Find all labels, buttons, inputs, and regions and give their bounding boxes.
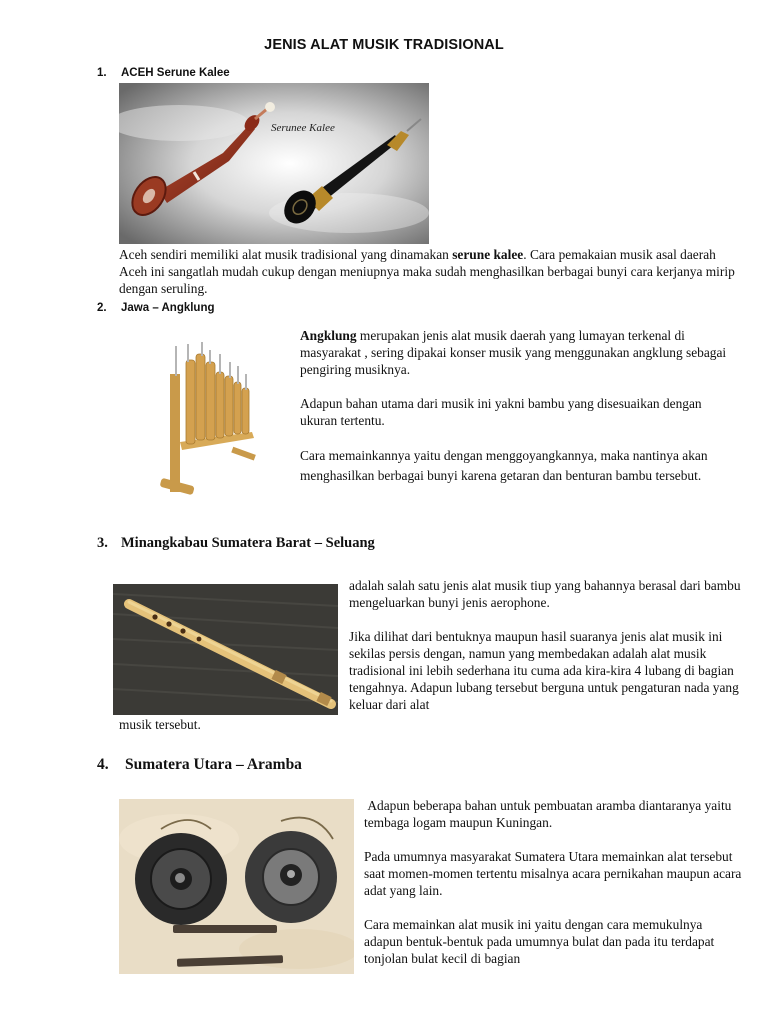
section-title: Sumatera Utara – Aramba <box>125 756 302 773</box>
serune-kalee-description: Aceh sendiri memiliki alat musik tradisional yang dinamakan serune kalee. Cara pemakaian musik asal daerah Aceh ini sangatlah mudah cukup dengan meniupnya maka sudah menghasilkan berbagai bunyi cara kerjanya mirip dengan seruling. <box>119 247 735 296</box>
document-title: JENIS ALAT MUSIK TRADISIONAL <box>264 37 504 53</box>
section-3-heading <box>97 535 375 552</box>
section-4-heading <box>97 756 302 774</box>
seluang-image <box>113 584 338 715</box>
section-number: 3. <box>97 535 108 551</box>
section-title: Jawa – Angklung <box>121 302 215 314</box>
angklung-image <box>112 332 288 508</box>
section-number: 2. <box>97 302 107 314</box>
section-number: 4. <box>97 756 109 773</box>
section-2-heading <box>97 302 215 314</box>
section-title: Minangkabau Sumatera Barat – Seluang <box>121 535 375 551</box>
seluang-paragraph-continued: musik tersebut. <box>119 717 201 732</box>
section-1-heading <box>97 67 230 79</box>
aramba-paragraph-3: Cara memainkan alat musik ini yaitu dengan cara memukulnya adapun bentuk-bentuk pada umumnya bulat dan pada itu terdapat tonjolan bulat kecil di bagian <box>364 917 715 966</box>
aramba-text <box>364 797 744 967</box>
angklung-paragraph-1: Angklung merupakan jenis alat musik daerah yang lumayan terkenal di masyarakat , sering dipakai konser musik yang menggunakan angklung sebagai pengiring musiknya. <box>300 328 727 377</box>
aramba-paragraph-2: Pada umumnya masyarakat Sumatera Utara memainkan alat tersebut saat momen-momen tertentu misalnya acara pernikahan maupun acara adat yang lain. <box>364 849 742 898</box>
angklung-text <box>300 327 740 486</box>
section-title: ACEH Serune Kalee <box>121 67 230 79</box>
serune-kalee-image <box>119 83 429 244</box>
image-caption: Serunee Kalee <box>271 122 335 134</box>
seluang-paragraph-2: Jika dilihat dari bentuknya maupun hasil suaranya jenis alat musik ini sekilas persis dengan, namun yang membedakan adalah alat musik tradisional ini lebih sederhana itu cuma ada kira-kira 4 lubang di bagian tengahnya. Adapun lubang tersebut berguna untuk pengaturan nada yang keluar dari alat <box>349 629 739 712</box>
aramba-paragraph-1: Adapun beberapa bahan untuk pembuatan aramba diantaranya yaitu tembaga logam maupun Kuningan. <box>364 798 735 830</box>
seluang-paragraph-1: adalah salah satu jenis alat musik tiup yang bahannya berasal dari bambu mengeluarkan bunyi jenis aerophone. <box>349 578 741 610</box>
term-highlight: serune kalee <box>452 247 524 262</box>
angklung-paragraph-2: Adapun bahan utama dari musik ini yakni bambu yang disesuaikan dengan ukuran tertentu. <box>300 396 702 428</box>
seluang-text <box>349 577 744 713</box>
aramba-image <box>119 799 354 974</box>
section-number: 1. <box>97 67 107 79</box>
angklung-paragraph-3: Cara memainkannya yaitu dengan menggoyangkannya, maka nantinya akan menghasilkan berbagai bunyi karena getaran dan benturan bambu tersebut. <box>300 448 708 483</box>
term-highlight: Angklung <box>300 328 357 343</box>
